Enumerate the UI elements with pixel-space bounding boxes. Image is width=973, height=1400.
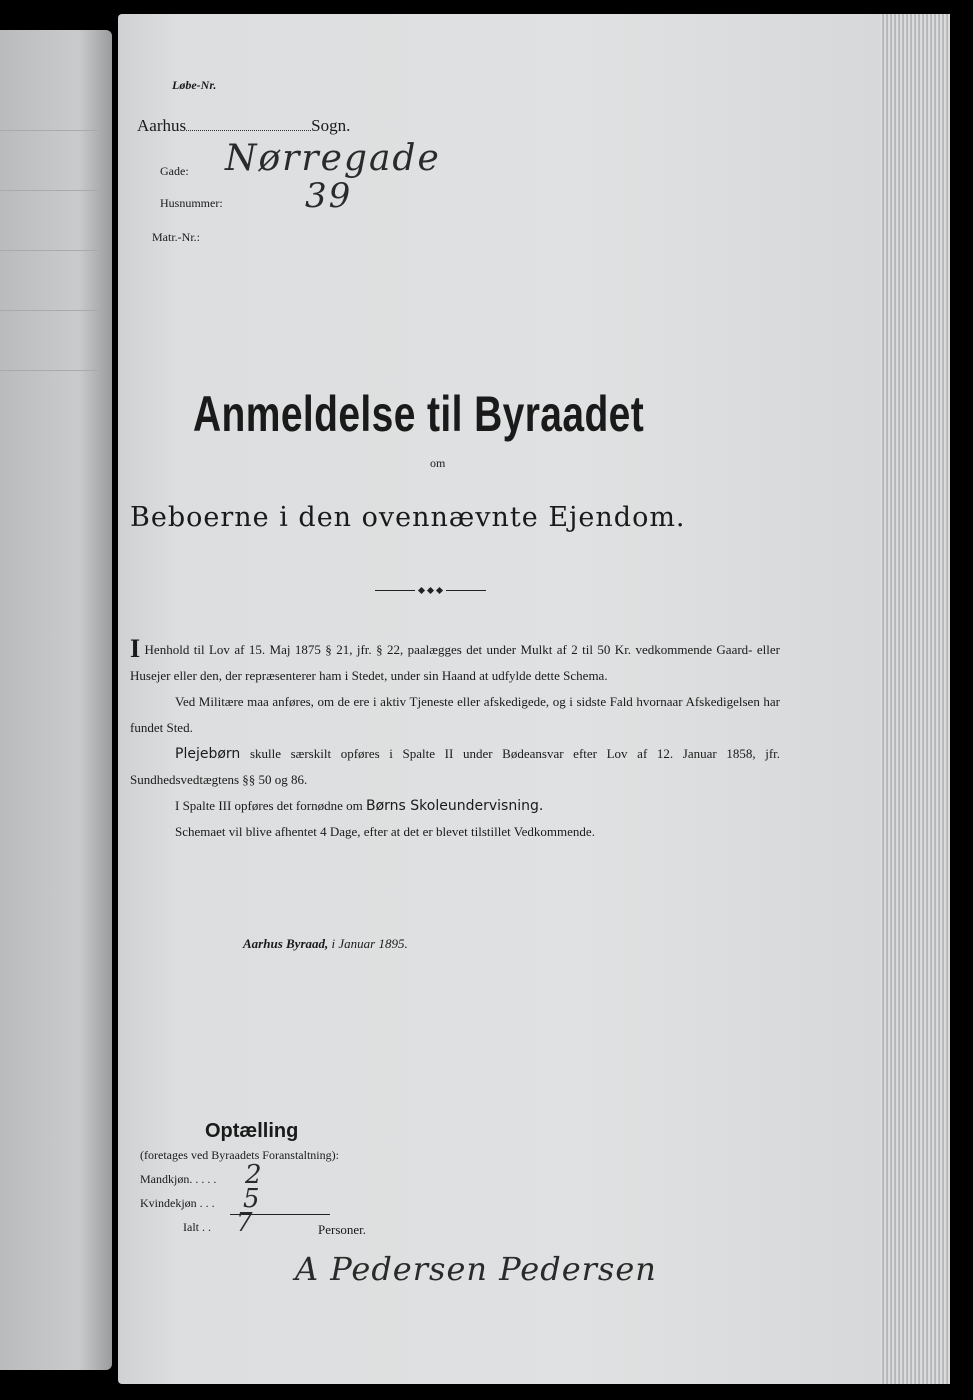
document-subtitle: Beboerne i den ovennævnte Ejendom. xyxy=(130,502,686,533)
parish-field[interactable] xyxy=(186,130,311,131)
plejeborn-emphasis: Plejebørn xyxy=(175,746,241,762)
parish-line xyxy=(137,116,350,136)
drop-cap: I xyxy=(130,634,141,663)
total-label: Ialt xyxy=(183,1220,199,1234)
paragraph-2: Ved Militære maa anføres, om de ere i aktiv Tjeneste eller afskedigede, og i sidste Fald hvornaar Afskedigelsen har fundet Sted. xyxy=(130,694,780,735)
page-edges xyxy=(880,14,950,1384)
total-row: Ialt . . xyxy=(183,1220,211,1234)
paragraph-1-text: Henhold til Lov af 15. Maj 1875 § 21, jfr. § 22, paalægges det under Mulkt af 2 til 50 Kr. vedkommende Gaard- eller Husejer eller den, der repræsenterer ham i Stedet, under sin Haand at udfylde dette Schema. xyxy=(130,642,781,683)
husnummer-label: Husnummer: xyxy=(160,196,223,210)
husnummer-value[interactable]: 39 xyxy=(305,176,353,216)
male-row: Mandkjøn. . . . . xyxy=(140,1172,217,1186)
paragraph-4 xyxy=(130,793,780,819)
female-value[interactable]: 5 xyxy=(243,1184,262,1214)
count-heading: Optælling xyxy=(205,1120,299,1142)
male-label: Mandkjøn xyxy=(140,1172,190,1186)
paragraph-5: Schemaet vil blive afhentet 4 Dage, efter at det er blevet tilstillet Vedkommende. xyxy=(175,824,595,839)
left-facing-page xyxy=(0,30,112,1370)
matr-nr-label: Matr.-Nr.: xyxy=(152,230,200,244)
ornament-divider xyxy=(375,588,486,593)
persons-label: Personer. xyxy=(318,1222,367,1237)
gade-label: Gade: xyxy=(160,164,189,178)
handwritten-signature[interactable]: A Pedersen Pedersen xyxy=(295,1250,657,1288)
gade-value[interactable]: Nørregade xyxy=(225,138,441,179)
paragraph-1 xyxy=(130,636,780,689)
parish-prefix: Aarhus xyxy=(137,116,187,135)
issuer-org: Aarhus Byraad, xyxy=(243,936,329,951)
issuer-line xyxy=(243,936,408,952)
male-value[interactable]: 2 xyxy=(245,1160,264,1190)
loebe-nr-label: Løbe-Nr. xyxy=(172,78,217,92)
paragraph-3-text: skulle særskilt opføres i Spalte II under Bødeansvar efter Lov af 12. Januar 1858, jfr. Sundhedsvedtægtens §§ 50 og 86. xyxy=(130,746,781,787)
female-label: Kvindekjøn xyxy=(140,1196,197,1210)
total-value[interactable]: 7 xyxy=(236,1208,255,1238)
female-row: Kvindekjøn . . . xyxy=(140,1196,215,1210)
paragraph-4-text: I Spalte III opføres det fornødne om xyxy=(175,798,363,813)
paragraph-3 xyxy=(130,741,780,793)
issue-date: i Januar 1895. xyxy=(331,936,408,951)
count-note: (foretages ved Byraadets Foranstaltning): xyxy=(140,1148,339,1162)
skoleundervisning-emphasis: Børns Skoleundervisning. xyxy=(365,798,544,814)
parish-suffix: Sogn. xyxy=(311,116,351,135)
instructions-body xyxy=(130,636,780,845)
connector-word: om xyxy=(430,456,446,470)
document-title: Anmeldelse til Byraadet xyxy=(193,386,645,442)
